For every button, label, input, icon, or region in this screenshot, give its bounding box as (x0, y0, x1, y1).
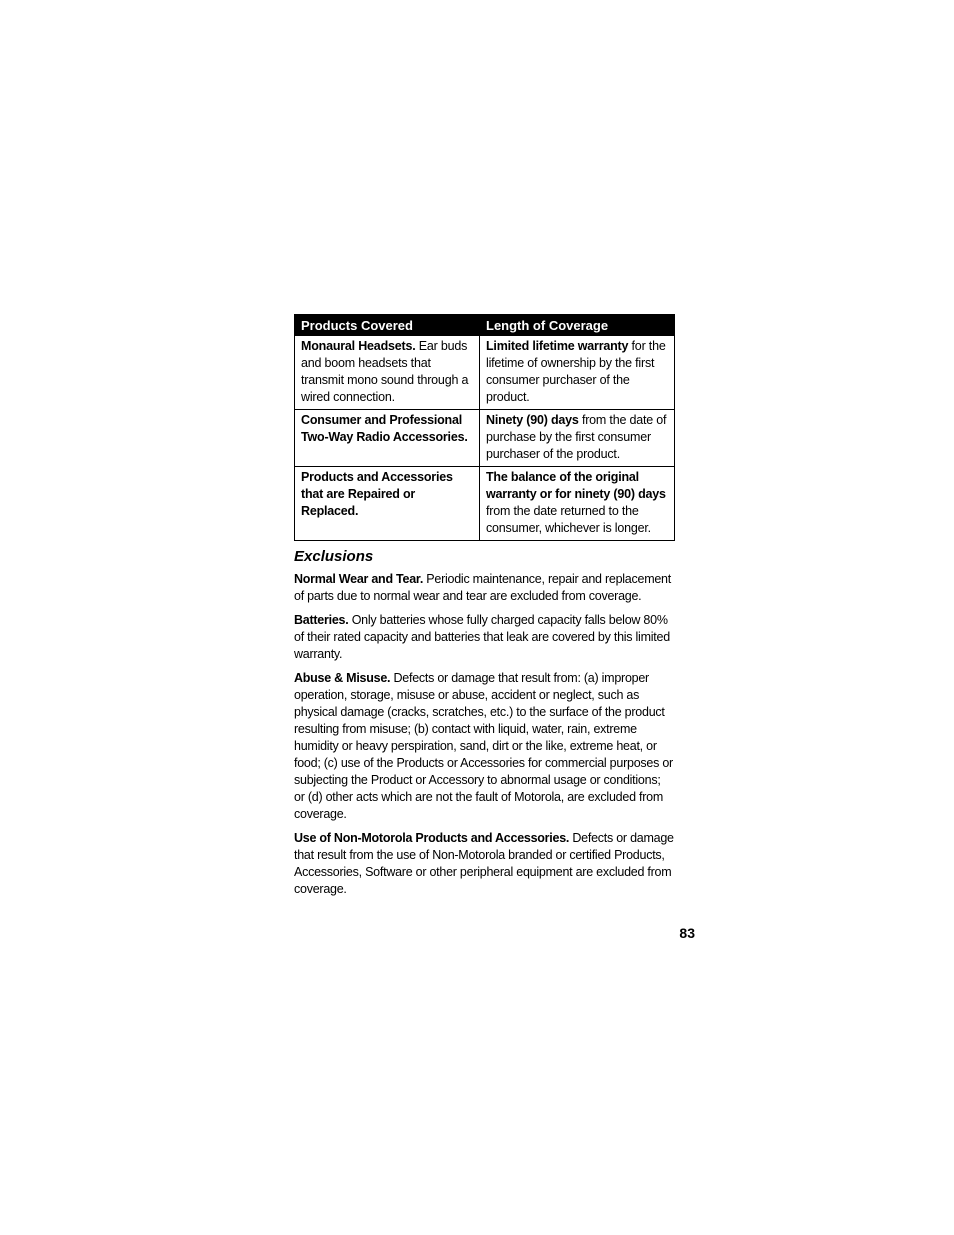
page-number: 83 (679, 925, 695, 941)
coverage-length: Limited lifetime warranty (486, 339, 629, 353)
table-row (295, 336, 675, 410)
exclusions-heading: Exclusions (294, 548, 374, 565)
product-name: Monaural Headsets. (301, 339, 416, 353)
column-header-products: Products Covered (295, 315, 480, 336)
paragraph-text: Defects or damage that result from: (a) improper operation, storage, misuse or abuse, accident or neglect, such as physical damage (cracks, scratches, etc.) to the surface of the product resulting from misuse; (b) contact with liquid, water, rain, extreme humidity or heavy perspiration, sand, dirt or the like, extreme heat, or food; (c) use of the Products or Accessories for commercial purposes or subjecting the Product or Accessory to abnormal usage or conditions; or (d) other acts which are not the fault of Motorola, are excluded from coverage. (294, 671, 673, 821)
coverage-length: Ninety (90) days (486, 413, 579, 427)
column-header-coverage: Length of Coverage (480, 315, 675, 336)
coverage-description: for the lifetime of ownership by the first consumer purchaser of the product. (486, 339, 666, 404)
paragraph-lead: Abuse & Misuse. (294, 671, 391, 685)
coverage-cell (480, 410, 675, 467)
exclusion-paragraph-wear (294, 571, 674, 605)
coverage-length: The balance of the original warranty or for ninety (90) days (486, 470, 666, 501)
paragraph-lead: Batteries. (294, 613, 349, 627)
table-row (295, 467, 675, 541)
table-header-row (295, 315, 675, 336)
coverage-description: from the date of purchase by the first consumer purchaser of the product. (486, 413, 667, 461)
exclusion-paragraph-batteries (294, 612, 674, 663)
table-row (295, 410, 675, 467)
coverage-table (294, 314, 675, 541)
product-cell (295, 467, 480, 541)
product-cell (295, 410, 480, 467)
product-description: Ear buds and boom headsets that transmit mono sound through a wired connection. (301, 339, 469, 404)
exclusion-paragraph-non-motorola (294, 830, 674, 898)
product-name: Consumer and Professional Two-Way Radio Accessories. (301, 413, 468, 444)
page-content (294, 314, 674, 905)
coverage-description: from the date returned to the consumer, whichever is longer. (486, 504, 651, 535)
exclusion-paragraph-abuse (294, 670, 674, 823)
product-cell (295, 336, 480, 410)
coverage-cell (480, 467, 675, 541)
product-name: Products and Accessories that are Repaired or Replaced. (301, 470, 453, 518)
coverage-cell (480, 336, 675, 410)
paragraph-text: Defects or damage that result from the use of Non-Motorola branded or certified Products, Accessories, Software or other peripheral equipment are excluded from coverage. (294, 831, 674, 896)
paragraph-text: Periodic maintenance, repair and replacement of parts due to normal wear and tear are excluded from coverage. (294, 572, 671, 603)
paragraph-lead: Use of Non-Motorola Products and Accessories. (294, 831, 570, 845)
paragraph-text: Only batteries whose fully charged capacity falls below 80% of their rated capacity and batteries that leak are covered by this limited warranty. (294, 613, 670, 661)
paragraph-lead: Normal Wear and Tear. (294, 572, 424, 586)
